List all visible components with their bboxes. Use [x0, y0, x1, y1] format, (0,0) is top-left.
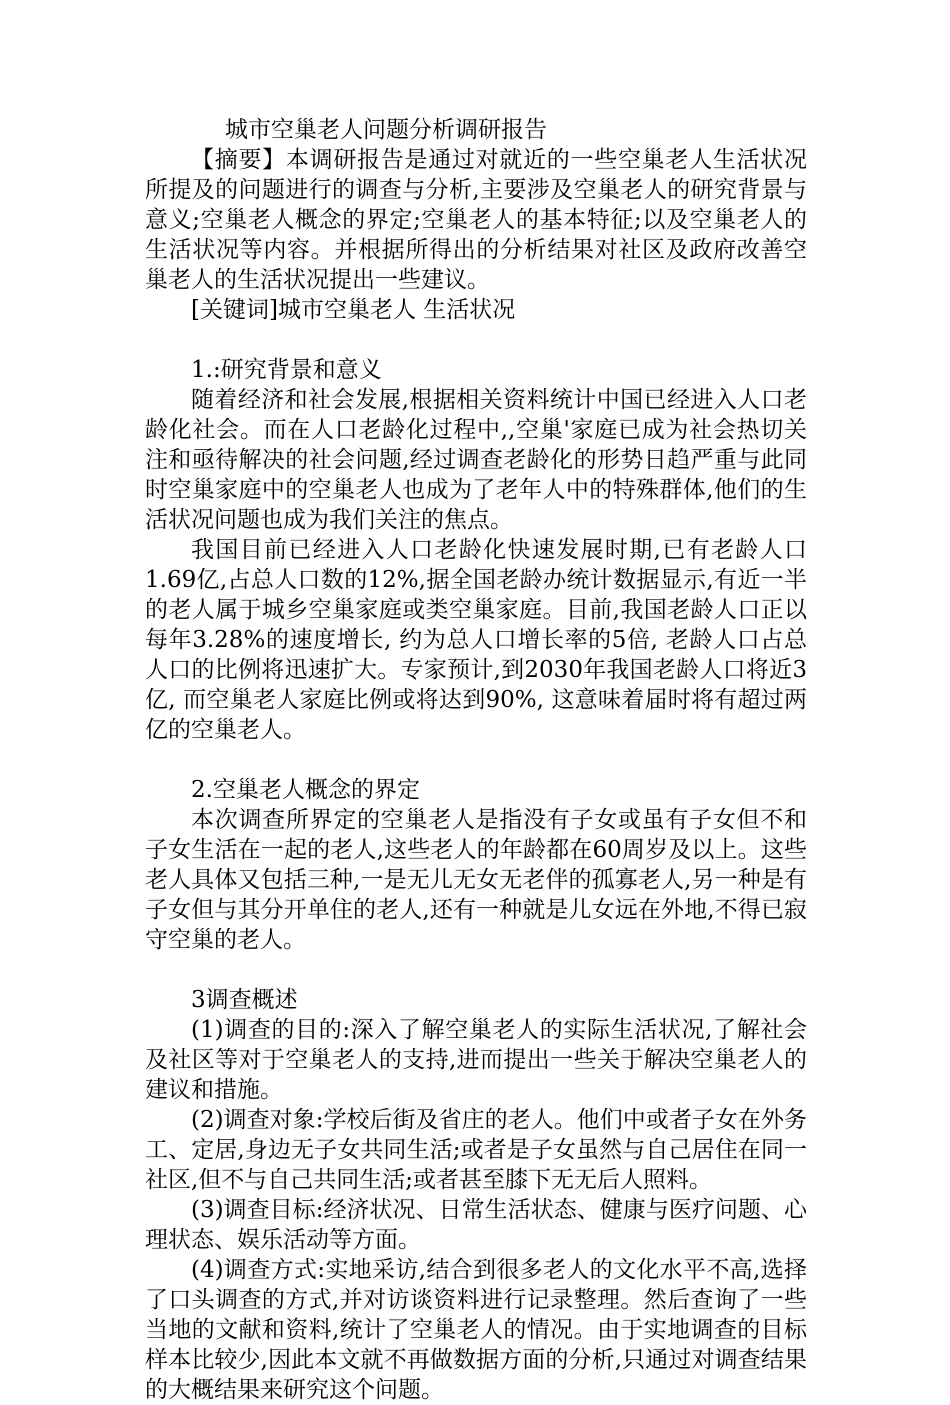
- section-2-heading: 2.空巢老人概念的界定: [191, 777, 420, 803]
- section-3-heading: 3调查概述: [191, 987, 298, 1013]
- keywords-line: [关键词]城市空巢老人 生活状况: [191, 297, 516, 323]
- spacer: [145, 955, 807, 985]
- document-title: 城市空巢老人问题分析调研报告: [225, 117, 547, 143]
- section-3-paragraph-2: (2)调查对象:学校后街及省庄的老人。他们中或者子女在外务工、定居,身边无子女共同生活;或者是子女虽然与自己居住在同一社区,但不与自己共同生活;或者甚至膝下无无后人照料。: [145, 1107, 807, 1193]
- spacer: [145, 745, 807, 775]
- section-2-paragraph-1: 本次调查所界定的空巢老人是指没有子女或虽有子女但不和子女生活在一起的老人,这些老人的年龄都在60周岁及以上。这些老人具体又包括三种,一是无儿无女无老伴的孤寡老人,另一种是有子女但与其分开单住的老人,还有一种就是儿女远在外地,不得已寂守空巢的老人。: [145, 807, 807, 953]
- section-3-paragraph-4: (4)调查方式:实地采访,结合到很多老人的文化水平不高,选择了口头调查的方式,并对访谈资料进行记录整理。然后查询了一些当地的文献和资料,统计了空巢老人的情况。由于实地调查的目标样本比较少,因此本文就不再做数据方面的分析,只通过对调查结果的大概结果来研究这个问题。: [145, 1257, 807, 1403]
- document-page: [145, 115, 807, 1405]
- section-3-paragraph-1: (1)调查的目的:深入了解空巢老人的实际生活状况,了解社会及社区等对于空巢老人的支持,进而提出一些关于解决空巢老人的建议和措施。: [145, 1017, 807, 1103]
- spacer: [145, 325, 807, 355]
- section-1-paragraph-1: 随着经济和社会发展,根据相关资料统计中国已经进入人口老龄化社会。而在人口老龄化过程中,,空巢'家庭已成为社会热切关注和亟待解决的社会问题,经过调查老龄化的形势日趋严重与此同时空巢家庭中的空巢老人也成为了老年人中的特殊群体,他们的生活状况问题也成为我们关注的焦点。: [145, 387, 807, 533]
- section-1-paragraph-2: 我国目前已经进入人口老龄化快速发展时期,已有老龄人口1.69亿,占总人口数的12%,据全国老龄办统计数据显示,有近一半的老人属于城乡空巢家庭或类空巢家庭。目前,我国老龄人口正以每年3.28%的速度增长, 约为总人口增长率的5倍, 老龄人口占总人口的比例将迅速扩大。专家预计,到2030年我国老龄人口将近3亿, 而空巢老人家庭比例或将达到90%, 这意味着届时将有超过两亿的空巢老人。: [145, 537, 807, 743]
- abstract-paragraph: 【摘要】本调研报告是通过对就近的一些空巢老人生活状况所提及的问题进行的调查与分析,主要涉及空巢老人的研究背景与意义;空巢老人概念的界定;空巢老人的基本特征;以及空巢老人的生活状况等内容。并根据所得出的分析结果对社区及政府改善空巢老人的生活状况提出一些建议。: [145, 147, 807, 293]
- section-3-paragraph-3: (3)调查目标:经济状况、日常生活状态、健康与医疗问题、心理状态、娱乐活动等方面。: [145, 1197, 807, 1253]
- section-1-heading: 1.:研究背景和意义: [191, 357, 382, 383]
